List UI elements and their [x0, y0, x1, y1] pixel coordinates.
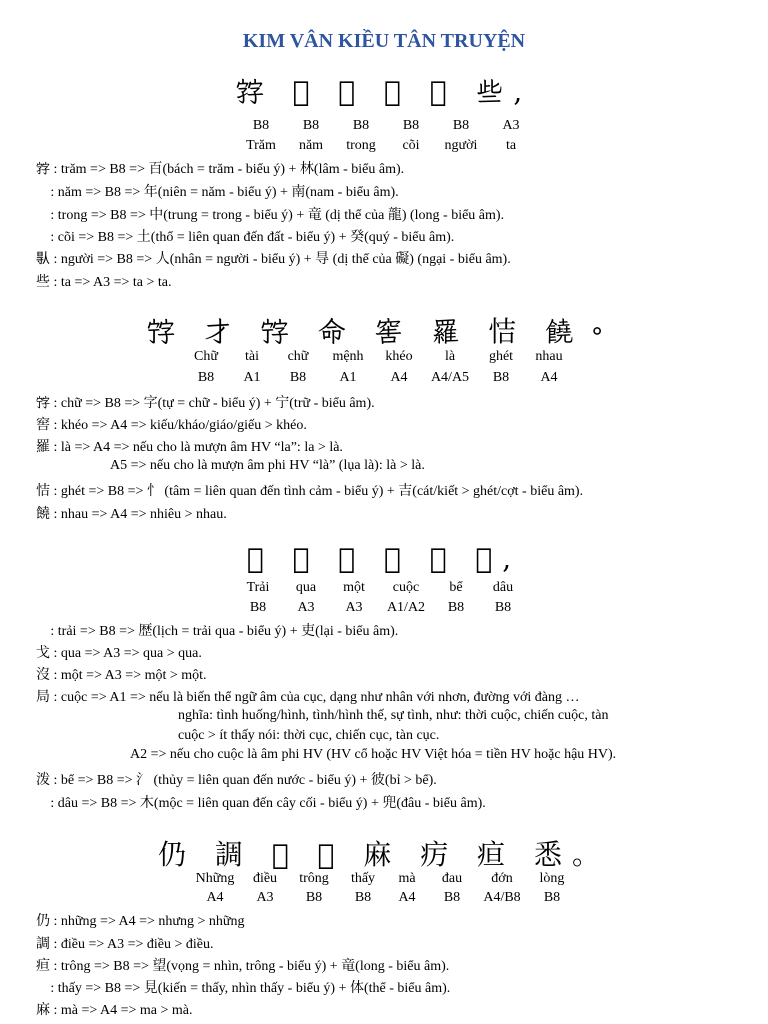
gloss-line: 些 : ta => A3 => ta > ta.: [36, 275, 172, 290]
gloss-line: 𥪝 : trong => B8 => 中(trung = trong - biểu ý) + 竜 (dị thể của 龍) (long - biểu âm).: [36, 208, 505, 223]
nom-verse-4: 仍 調 𥉩 𧡊 麻 疠 疸 悉。: [158, 838, 610, 871]
word-cell: đau: [441, 871, 463, 886]
gloss-line: 𡦂 : trăm => B8 => 百(bách = trăm - biểu ý) + 林(lâm - biểu âm).: [36, 162, 405, 177]
word-cell: lòng: [539, 871, 565, 886]
gloss-line: 戈 : qua => A3 => qua > qua.: [36, 646, 202, 661]
word-cell: Chữ: [194, 349, 218, 364]
code-row-3: [234, 600, 528, 616]
word-cell: mà: [398, 871, 416, 886]
gloss-line: 𢆥 : năm => B8 => 年(niên = năm - biểu ý) + 南(nam - biểu âm).: [36, 185, 399, 200]
code-cell: A4/A5: [430, 370, 470, 385]
gloss-line: A5 => nếu cho là mượn âm phi HV “là” (lụa là): là > là.: [110, 458, 425, 473]
code-cell: B8: [252, 118, 270, 133]
code-cell: B8: [302, 118, 320, 133]
word-cell: trông: [299, 871, 329, 886]
code-cell: A4: [206, 890, 224, 905]
word-cell: ta: [505, 138, 517, 153]
code-cell: A3: [256, 890, 274, 905]
word-row-1: [236, 138, 536, 154]
word-cell: năm: [298, 138, 324, 153]
code-cell: A4: [398, 890, 416, 905]
gloss-line: 調 : điều => A3 => điều > điều.: [36, 937, 214, 952]
word-cell: tài: [245, 349, 259, 364]
gloss-line: nghĩa: tình huống/hình, tình/hình thế, sự tình, như: thời cuộc, chiến cuộc, tàn: [178, 708, 609, 723]
word-cell: mệnh: [332, 349, 364, 364]
word-cell: điều: [252, 871, 278, 886]
gloss-line: 恄 : ghét => B8 => 忄 (tâm = liên quan đến tình cảm - biểu ý) + 吉(cát/kiết > ghét/cợt - biểu âm).: [36, 484, 584, 499]
code-cell: B8: [492, 370, 510, 385]
gloss-line: A2 => nếu cho cuộc là âm phi HV (HV cổ hoặc HV Việt hóa = tiền HV hoặc hậu HV).: [130, 747, 617, 762]
word-row-4: [188, 871, 576, 887]
word-cell: thấy: [350, 871, 376, 886]
nom-verse-1: 𡦂 𢆥 𥪝 𡐙 𠊛 些,: [235, 75, 533, 108]
code-row-2: [183, 370, 573, 386]
code-cell: B8: [352, 118, 370, 133]
gloss-line: 羅 : là => A4 => nếu cho là mượn âm HV “la”: la > là.: [36, 440, 343, 455]
gloss-line: 麻 : mà => A4 => ma > mà.: [36, 1003, 193, 1018]
word-cell: khéo: [385, 349, 413, 364]
code-cell: B8: [402, 118, 420, 133]
code-cell: B8: [354, 890, 372, 905]
nom-verse-2: 𡨸 才 𡨸 命 窖 羅 恄 饒。: [146, 315, 622, 348]
word-cell: Trăm: [246, 138, 276, 153]
word-cell: Trải: [246, 580, 270, 595]
code-cell: B8: [289, 370, 307, 385]
code-cell: B8: [447, 600, 465, 615]
word-cell: trong: [346, 138, 376, 153]
code-cell: A1: [339, 370, 357, 385]
code-cell: A3: [297, 600, 315, 615]
word-cell: một: [343, 580, 365, 595]
code-cell: A4: [540, 370, 558, 385]
nom-verse-3: 𣦆 戈 沒 局 泼 𣗖,: [246, 542, 522, 575]
word-cell: đớn: [491, 871, 513, 886]
code-cell: B8: [305, 890, 323, 905]
gloss-line: 窖 : khéo => A4 => kiếu/kháo/giáo/giếu > khéo.: [36, 418, 307, 433]
word-cell: chữ: [287, 349, 309, 364]
code-cell: B8: [443, 890, 461, 905]
code-cell: B8: [249, 600, 267, 615]
code-cell: A3: [345, 600, 363, 615]
gloss-line: 𣦆 : trải => B8 => 歴(lịch = trải qua - biểu ý) + 吏(lại - biểu âm).: [36, 624, 399, 639]
gloss-line: 𠊛 : người => B8 => 人(nhân = người - biểu ý) + 㝵 (dị thể của 礙) (ngại - biểu âm).: [36, 252, 511, 267]
code-cell: A4/B8: [483, 890, 521, 905]
word-cell: là: [444, 349, 456, 364]
code-row-1: [236, 118, 536, 134]
word-cell: qua: [295, 580, 317, 595]
gloss-line: 𧡊 : thấy => B8 => 見(kiến = thấy, nhìn thấy - biểu ý) + 体(thể - biểu âm).: [36, 981, 451, 996]
word-cell: nhau: [535, 349, 563, 364]
word-cell: dâu: [492, 580, 514, 595]
code-cell: A1/A2: [386, 600, 426, 615]
gloss-line: 仍 : những => A4 => nhưng > những: [36, 914, 245, 929]
word-row-2: [183, 349, 573, 365]
word-cell: bể: [449, 580, 463, 595]
gloss-line: 饒 : nhau => A4 => nhiêu > nhau.: [36, 507, 227, 522]
code-cell: B8: [452, 118, 470, 133]
gloss-line: 局 : cuộc => A1 => nếu là biến thể ngữ âm của cục, dạng như nhân với nhơn, đường với đàng …: [36, 690, 580, 705]
gloss-line: 𣗖 : dâu => B8 => 木(mộc = liên quan đến cây cối - biểu ý) + 兜(đâu - biểu âm).: [36, 796, 486, 811]
code-cell: A4: [390, 370, 408, 385]
word-cell: người: [444, 138, 478, 153]
word-row-3: [234, 580, 528, 596]
gloss-line: 疸 : trông => B8 => 望(vọng = nhìn, trông - biểu ý) + 竜(long - biểu âm).: [36, 959, 450, 974]
word-cell: cõi: [402, 138, 420, 153]
gloss-line: cuộc > ít thấy nói: thời cục, chiến cục, tàn cục.: [178, 728, 440, 743]
word-cell: cuộc: [392, 580, 420, 595]
code-cell: B8: [494, 600, 512, 615]
code-cell: B8: [543, 890, 561, 905]
word-cell: ghét: [488, 349, 514, 364]
code-cell: A3: [502, 118, 520, 133]
page-title: KIM VÂN KIỀU TÂN TRUYỆN: [242, 30, 526, 52]
code-row-4: [188, 890, 576, 906]
gloss-line: 𡨸 : chữ => B8 => 字(tự = chữ - biểu ý) + 宁(trữ - biểu âm).: [36, 396, 375, 411]
gloss-line: 𡐙 : cõi => B8 => 土(thổ = liên quan đến đất - biểu ý) + 癸(quý - biểu âm).: [36, 230, 455, 245]
code-cell: A1: [243, 370, 261, 385]
gloss-line: 沒 : một => A3 => một > một.: [36, 668, 207, 683]
gloss-line: 泼 : bể => B8 => 氵 (thủy = liên quan đến nước - biểu ý) + 彼(bỉ > bể).: [36, 773, 437, 788]
code-cell: B8: [197, 370, 215, 385]
word-cell: Những: [195, 871, 235, 886]
